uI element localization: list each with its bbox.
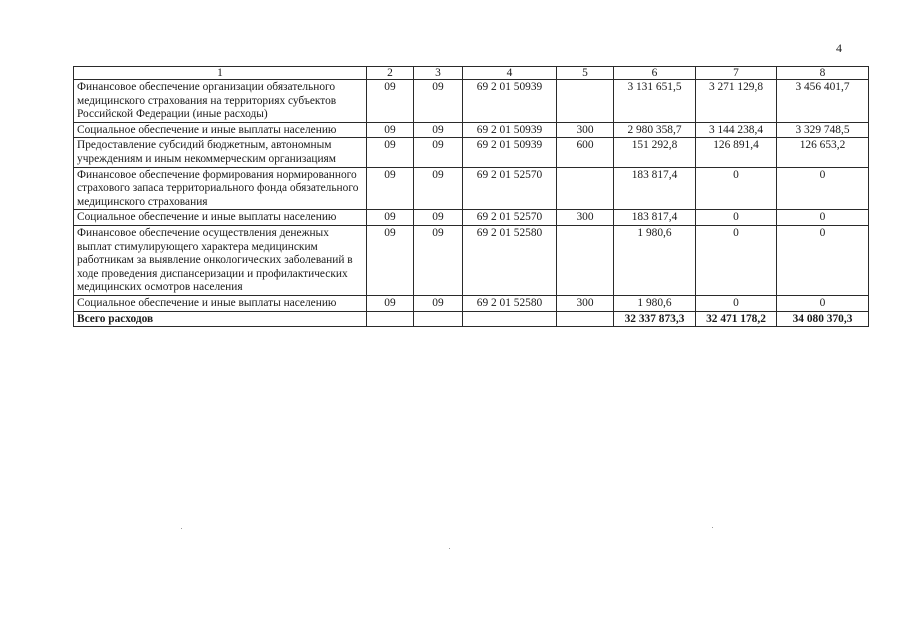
amount-year-1-cell: 3 131 651,5: [614, 80, 696, 123]
total-year-3-cell: 34 080 370,3: [777, 311, 869, 327]
header-cell: 3: [414, 67, 463, 80]
amount-year-3-cell: 0: [777, 167, 869, 210]
target-article-cell: 69 2 01 52580: [463, 295, 557, 311]
expense-name-cell: Финансовое обеспечение организации обязательного медицинского страхования на территориях субъектов Российской Федерации (иные расходы): [74, 80, 367, 123]
total-year-1-cell: 32 337 873,3: [614, 311, 696, 327]
target-article-cell: 69 2 01 52570: [463, 167, 557, 210]
amount-year-2-cell: 126 891,4: [696, 138, 777, 167]
subsection-code-cell: 09: [414, 210, 463, 226]
amount-year-2-cell: 0: [696, 225, 777, 295]
expense-type-cell: 300: [557, 122, 614, 138]
section-code-cell: 09: [367, 225, 414, 295]
target-article-cell: 69 2 01 52580: [463, 225, 557, 295]
total-year-2-cell: 32 471 178,2: [696, 311, 777, 327]
target-article-cell: 69 2 01 50939: [463, 80, 557, 123]
scan-speck: [712, 527, 713, 528]
amount-year-2-cell: 3 271 129,8: [696, 80, 777, 123]
amount-year-3-cell: 3 329 748,5: [777, 122, 869, 138]
amount-year-3-cell: 0: [777, 225, 869, 295]
section-code-cell: 09: [367, 210, 414, 226]
section-code-cell: 09: [367, 80, 414, 123]
table-row: [74, 138, 869, 167]
amount-year-1-cell: 1 980,6: [614, 225, 696, 295]
amount-year-1-cell: 183 817,4: [614, 210, 696, 226]
amount-year-1-cell: 2 980 358,7: [614, 122, 696, 138]
amount-year-2-cell: 0: [696, 295, 777, 311]
amount-year-1-cell: 183 817,4: [614, 167, 696, 210]
expense-type-cell: 300: [557, 210, 614, 226]
total-row: [74, 311, 869, 327]
table-row: [74, 122, 869, 138]
expense-name-cell: Финансовое обеспечение формирования нормированного страхового запаса территориального фонда обязательного медицинского страхования: [74, 167, 367, 210]
header-cell: 6: [614, 67, 696, 80]
table-row: [74, 80, 869, 123]
table-row: [74, 225, 869, 295]
header-cell: 2: [367, 67, 414, 80]
expense-type-cell: 300: [557, 295, 614, 311]
amount-year-3-cell: 3 456 401,7: [777, 80, 869, 123]
subsection-code-cell: 09: [414, 225, 463, 295]
expense-name-cell: Социальное обеспечение и иные выплаты населению: [74, 295, 367, 311]
total-empty-cell: [463, 311, 557, 327]
target-article-cell: 69 2 01 50939: [463, 122, 557, 138]
section-code-cell: 09: [367, 122, 414, 138]
total-empty-cell: [367, 311, 414, 327]
page-number: 4: [836, 41, 842, 55]
header-cell: 8: [777, 67, 869, 80]
header-cell: 4: [463, 67, 557, 80]
subsection-code-cell: 09: [414, 295, 463, 311]
amount-year-1-cell: 1 980,6: [614, 295, 696, 311]
table-row: [74, 167, 869, 210]
total-empty-cell: [414, 311, 463, 327]
header-cell: 7: [696, 67, 777, 80]
expense-name-cell: Финансовое обеспечение осуществления денежных выплат стимулирующего характера медицинским работникам за выявление онкологических заболеваний в ходе проведения диспансеризации и профилактических медицинских осмотров населения: [74, 225, 367, 295]
target-article-cell: 69 2 01 52570: [463, 210, 557, 226]
section-code-cell: 09: [367, 295, 414, 311]
expense-type-cell: [557, 167, 614, 210]
scan-speck: [181, 528, 182, 529]
section-code-cell: 09: [367, 138, 414, 167]
target-article-cell: 69 2 01 50939: [463, 138, 557, 167]
budget-table: [73, 66, 869, 327]
expense-type-cell: [557, 80, 614, 123]
header-row: [74, 67, 869, 80]
expense-name-cell: Социальное обеспечение и иные выплаты населению: [74, 210, 367, 226]
table-row: [74, 210, 869, 226]
header-cell: 1: [74, 67, 367, 80]
subsection-code-cell: 09: [414, 167, 463, 210]
amount-year-3-cell: 0: [777, 295, 869, 311]
expense-name-cell: Предоставление субсидий бюджетным, автономным учреждениям и иным некоммерческим организациям: [74, 138, 367, 167]
scan-speck: [449, 548, 450, 549]
table-row: [74, 295, 869, 311]
amount-year-3-cell: 126 653,2: [777, 138, 869, 167]
subsection-code-cell: 09: [414, 138, 463, 167]
subsection-code-cell: 09: [414, 122, 463, 138]
total-empty-cell: [557, 311, 614, 327]
amount-year-2-cell: 0: [696, 167, 777, 210]
section-code-cell: 09: [367, 167, 414, 210]
total-label-cell: Всего расходов: [74, 311, 367, 327]
amount-year-1-cell: 151 292,8: [614, 138, 696, 167]
amount-year-2-cell: 3 144 238,4: [696, 122, 777, 138]
header-cell: 5: [557, 67, 614, 80]
expense-name-cell: Социальное обеспечение и иные выплаты населению: [74, 122, 367, 138]
amount-year-3-cell: 0: [777, 210, 869, 226]
subsection-code-cell: 09: [414, 80, 463, 123]
amount-year-2-cell: 0: [696, 210, 777, 226]
expense-type-cell: [557, 225, 614, 295]
expense-type-cell: 600: [557, 138, 614, 167]
